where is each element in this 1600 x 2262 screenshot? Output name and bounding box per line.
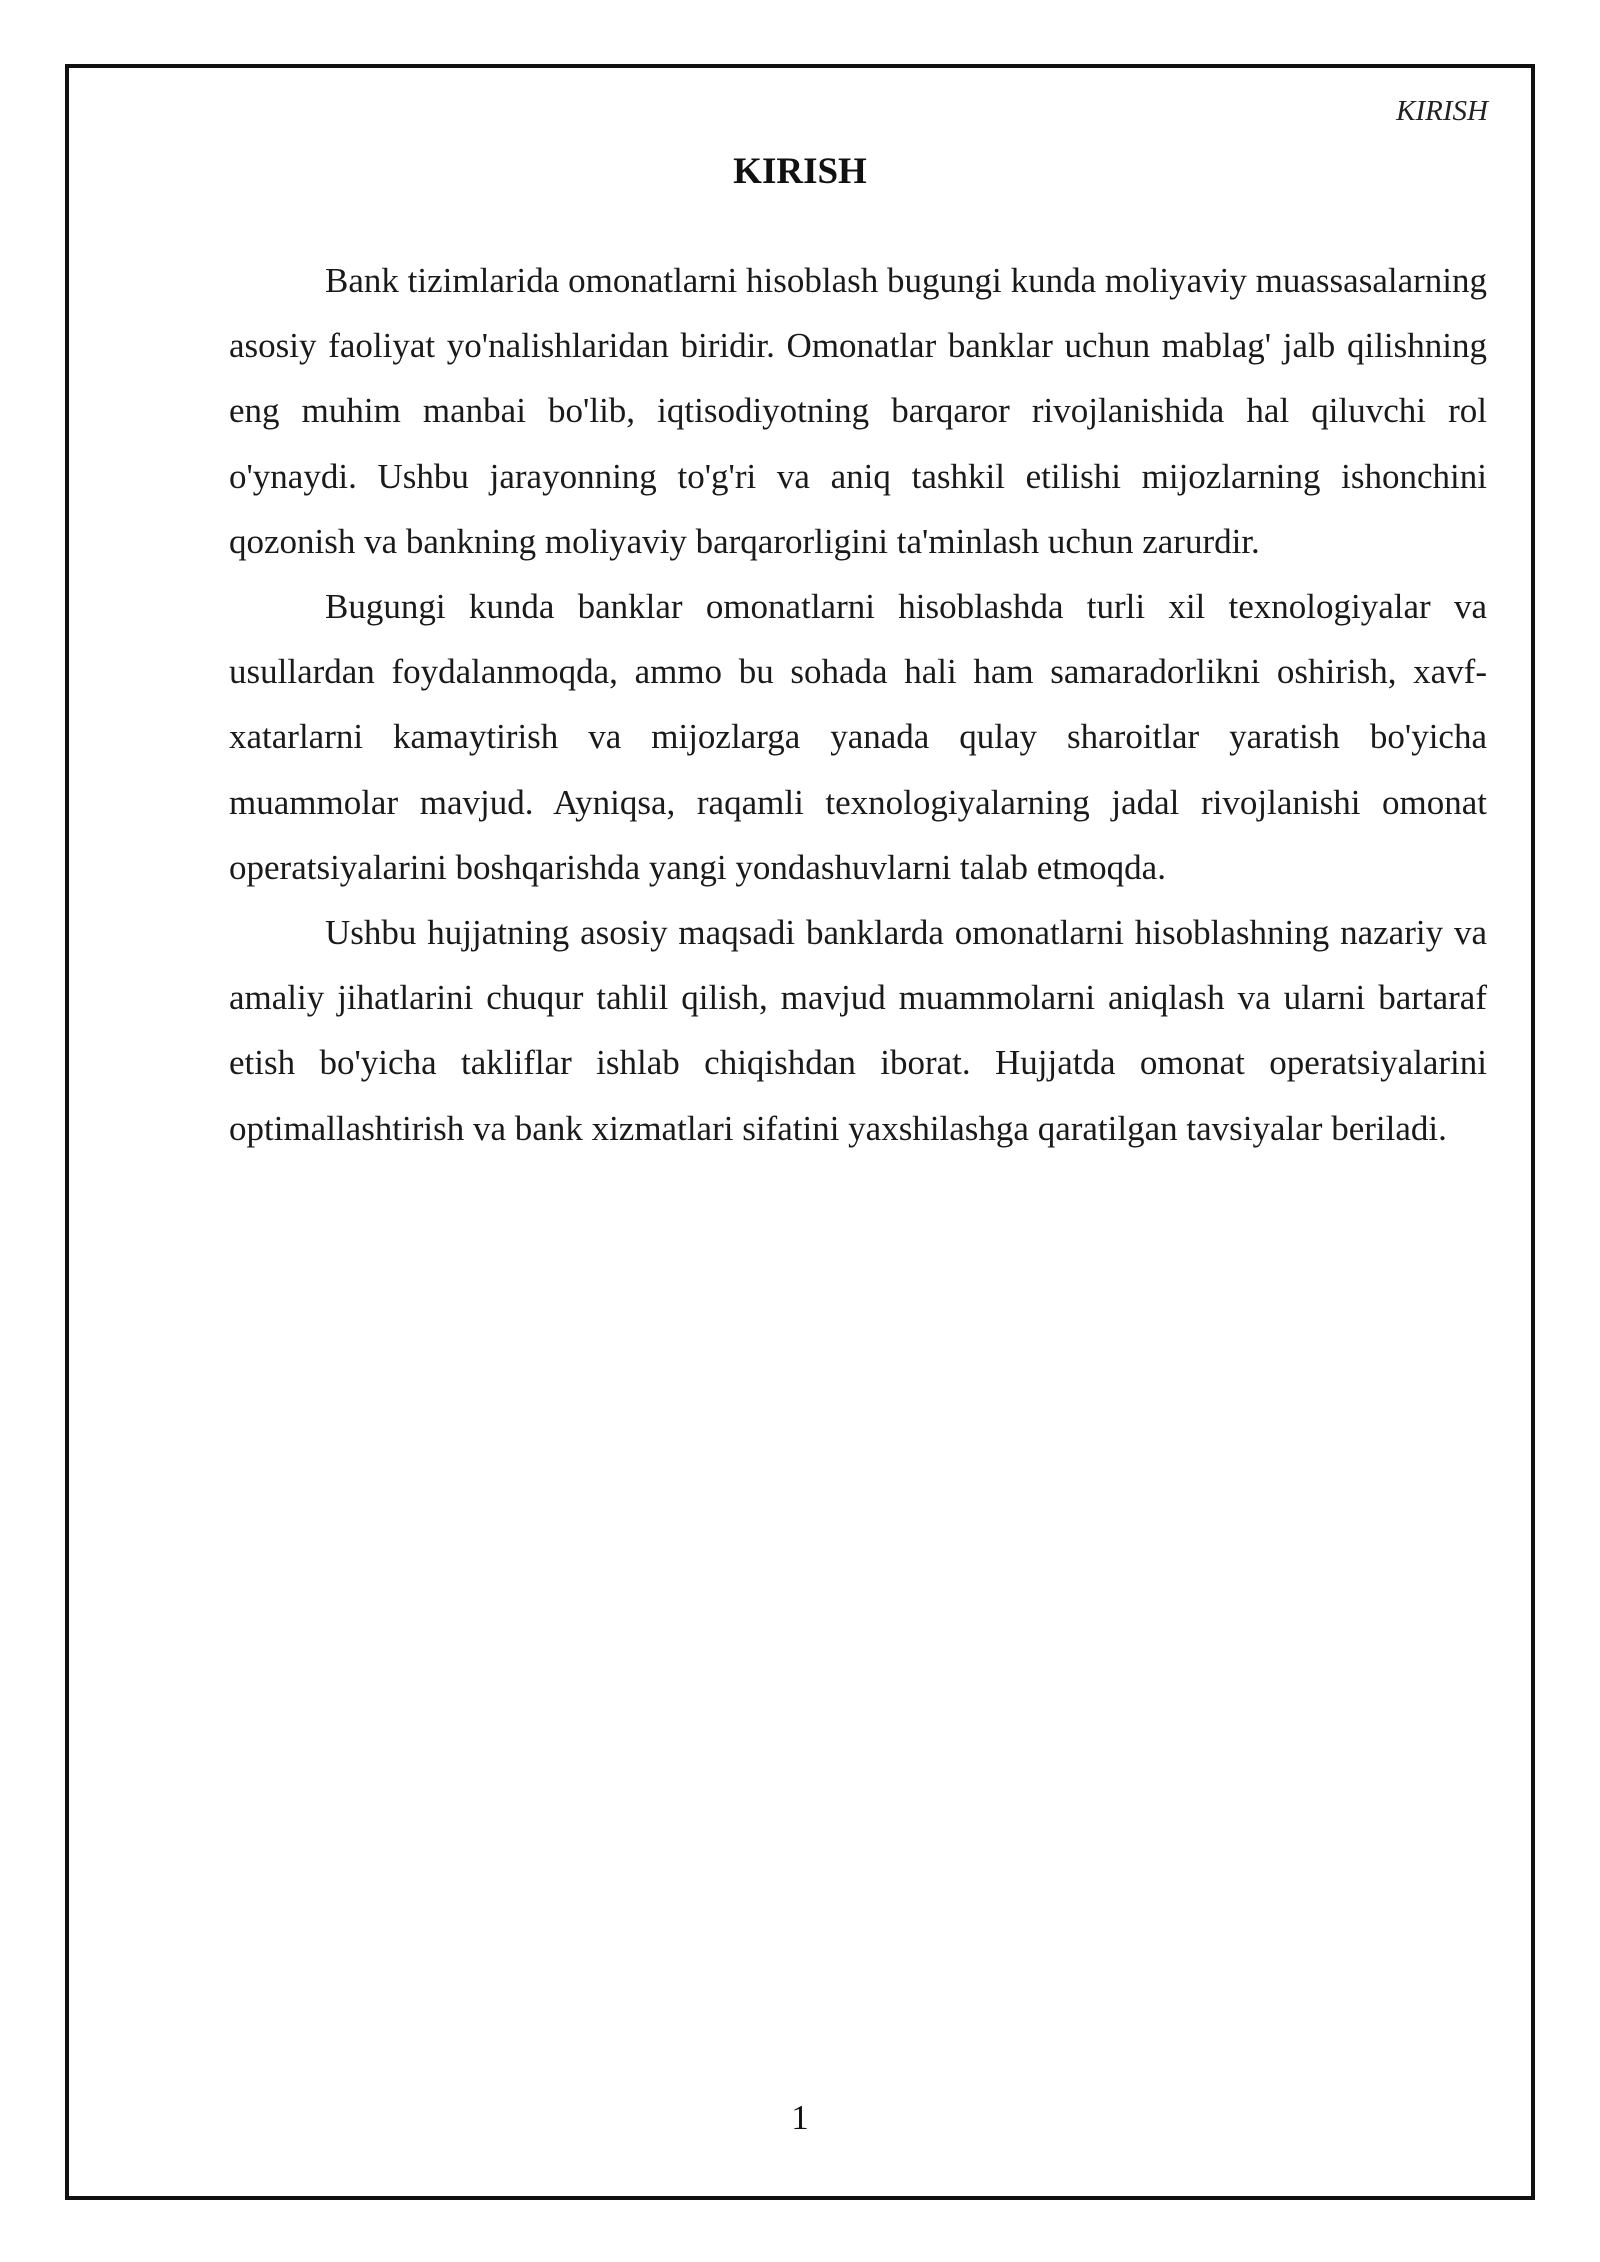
paragraph: Bugungi kunda banklar omonatlarni hisoblashda turli xil texnologiyalar va usullardan foydalanmoqda, ammo bu sohada hali ham samaradorlikni oshirish, xavf-xatarlarni kamaytirish va mijozlarga yanada qulay sharoitlar yaratish bo'yicha muammolar mavjud. Ayniqsa, raqamli texnologiyalarning jadal rivojlanishi omonat operatsiyalarini boshqarishda yangi yondashuvlarni talab etmoqda.: [229, 587, 1487, 887]
paragraph: Ushbu hujjatning asosiy maqsadi banklarda omonatlarni hisoblashning nazariy va amaliy jihatlarini chuqur tahlil qilish, mavjud muammolarni aniqlash va ularni bartaraf etish bo'yicha takliflar ishlab chiqishdan iborat. Hujjatda omonat operatsiyalarini optimallashtirish va bank xizmatlari sifatini yaxshilashga qaratilgan tavsiyalar beriladi.: [229, 913, 1487, 1148]
paragraph: Bank tizimlarida omonatlarni hisoblash bugungi kunda moliyaviy muassasalarning asosiy faoliyat yo'nalishlaridan biridir. Omonatlar banklar uchun mablag' jalb qilishning eng muhim manbai bo'lib, iqtisodiyotning barqaror rivojlanishida hal qiluvchi rol o'ynaydi. Ushbu jarayonning to'g'ri va aniq tashkil etilishi mijozlarning ishonchini qozonish va bankning moliyaviy barqarorligini ta'minlash uchun zarurdir.: [229, 261, 1487, 561]
page-number: 1: [791, 2098, 809, 2137]
page-title: KIRISH: [733, 151, 867, 192]
body-text: [229, 248, 1487, 1161]
running-header: KIRISH: [1396, 95, 1488, 127]
